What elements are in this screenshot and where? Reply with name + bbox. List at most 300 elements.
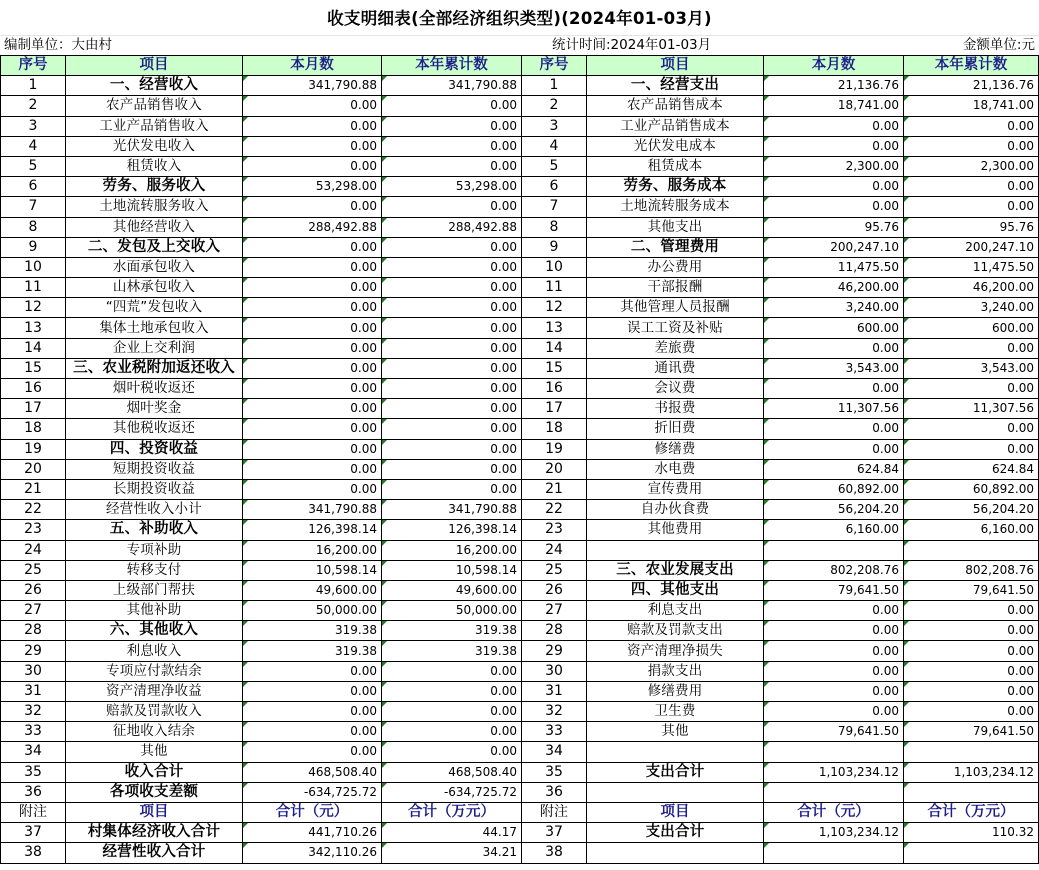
left-item-cell[interactable]: 劳务、服务收入 — [66, 177, 243, 197]
left-seq-cell[interactable]: 14 — [1, 338, 66, 358]
right-seq-cell[interactable]: 9 — [522, 237, 587, 257]
left-month-cell[interactable]: 10,598.14 — [243, 560, 382, 580]
left-ytd-cell[interactable]: 0.00 — [382, 278, 522, 298]
right-item-cell[interactable]: 办公费用 — [587, 257, 764, 277]
right-ytd-cell[interactable]: 0.00 — [904, 661, 1039, 681]
right-month-cell[interactable]: 11,307.56 — [764, 399, 904, 419]
right-month-cell[interactable]: 95.76 — [764, 217, 904, 237]
left-month-cell[interactable]: 0.00 — [243, 197, 382, 217]
right-seq-cell[interactable]: 7 — [522, 197, 587, 217]
left-item-cell[interactable]: 其他补助 — [66, 601, 243, 621]
footer-column-header[interactable]: 项目 — [587, 802, 764, 822]
right-month-cell[interactable]: 3,543.00 — [764, 358, 904, 378]
right-item-cell[interactable]: 误工工资及补贴 — [587, 318, 764, 338]
right-item-cell[interactable]: 其他费用 — [587, 520, 764, 540]
left-ytd-cell[interactable]: 16,200.00 — [382, 540, 522, 560]
left-item-cell[interactable]: 土地流转服务收入 — [66, 197, 243, 217]
left-item-cell[interactable]: 经营性收入合计 — [66, 843, 243, 863]
right-item-cell[interactable] — [587, 843, 764, 863]
right-month-cell[interactable]: 3,240.00 — [764, 298, 904, 318]
right-item-cell[interactable]: 农产品销售成本 — [587, 96, 764, 116]
right-item-cell[interactable]: 工业产品销售成本 — [587, 116, 764, 136]
right-ytd-cell[interactable]: 2,300.00 — [904, 156, 1039, 176]
column-header[interactable]: 本月数 — [764, 56, 904, 76]
left-month-cell[interactable]: 0.00 — [243, 136, 382, 156]
left-item-cell[interactable]: 专项补助 — [66, 540, 243, 560]
left-seq-cell[interactable]: 9 — [1, 237, 66, 257]
left-item-cell[interactable]: 二、发包及上交收入 — [66, 237, 243, 257]
right-ytd-cell[interactable]: 0.00 — [904, 702, 1039, 722]
left-item-cell[interactable]: 四、投资收益 — [66, 439, 243, 459]
right-month-cell[interactable]: 0.00 — [764, 439, 904, 459]
right-ytd-cell[interactable]: 11,475.50 — [904, 257, 1039, 277]
left-month-cell[interactable]: 0.00 — [243, 237, 382, 257]
left-month-cell[interactable]: 16,200.00 — [243, 540, 382, 560]
left-item-cell[interactable]: 征地收入结余 — [66, 722, 243, 742]
right-item-cell[interactable]: 一、经营支出 — [587, 76, 764, 96]
right-month-cell[interactable]: 79,641.50 — [764, 580, 904, 600]
footer-column-header[interactable]: 合计（元） — [243, 802, 382, 822]
right-month-cell[interactable]: 0.00 — [764, 621, 904, 641]
left-month-cell[interactable]: 50,000.00 — [243, 601, 382, 621]
right-item-cell[interactable]: 赔款及罚款支出 — [587, 621, 764, 641]
right-ytd-cell[interactable]: 21,136.76 — [904, 76, 1039, 96]
right-seq-cell[interactable]: 22 — [522, 500, 587, 520]
left-seq-cell[interactable]: 17 — [1, 399, 66, 419]
right-ytd-cell[interactable]: 1,103,234.12 — [904, 762, 1039, 782]
left-month-cell[interactable]: 0.00 — [243, 379, 382, 399]
left-item-cell[interactable]: 经营性收入小计 — [66, 500, 243, 520]
left-item-cell[interactable]: 企业上交利润 — [66, 338, 243, 358]
left-ytd-cell[interactable]: 0.00 — [382, 742, 522, 762]
left-month-cell[interactable]: 0.00 — [243, 96, 382, 116]
right-month-cell[interactable]: 0.00 — [764, 641, 904, 661]
left-ytd-cell[interactable]: 341,790.88 — [382, 76, 522, 96]
right-item-cell[interactable]: 其他支出 — [587, 217, 764, 237]
right-seq-cell[interactable]: 12 — [522, 298, 587, 318]
left-item-cell[interactable]: 一、经营收入 — [66, 76, 243, 96]
left-item-cell[interactable]: 转移支付 — [66, 560, 243, 580]
right-seq-cell[interactable]: 8 — [522, 217, 587, 237]
right-ytd-cell[interactable]: 0.00 — [904, 177, 1039, 197]
left-seq-cell[interactable]: 12 — [1, 298, 66, 318]
right-ytd-cell[interactable]: 79,641.50 — [904, 722, 1039, 742]
right-ytd-cell[interactable]: 3,240.00 — [904, 298, 1039, 318]
right-seq-cell[interactable]: 13 — [522, 318, 587, 338]
left-ytd-cell[interactable]: 0.00 — [382, 479, 522, 499]
right-item-cell[interactable]: 宣传费用 — [587, 479, 764, 499]
right-seq-cell[interactable]: 28 — [522, 621, 587, 641]
left-item-cell[interactable]: 三、农业税附加返还收入 — [66, 358, 243, 378]
right-ytd-cell[interactable]: 56,204.20 — [904, 500, 1039, 520]
left-month-cell[interactable]: 0.00 — [243, 358, 382, 378]
left-seq-cell[interactable]: 18 — [1, 419, 66, 439]
left-item-cell[interactable]: 专项应付款结余 — [66, 661, 243, 681]
right-ytd-cell[interactable]: 0.00 — [904, 116, 1039, 136]
left-ytd-cell[interactable]: 0.00 — [382, 338, 522, 358]
right-item-cell[interactable]: 光伏发电成本 — [587, 136, 764, 156]
right-item-cell[interactable]: 卫生费 — [587, 702, 764, 722]
left-ytd-cell[interactable]: 0.00 — [382, 722, 522, 742]
left-month-cell[interactable]: 0.00 — [243, 338, 382, 358]
left-ytd-cell[interactable]: 288,492.88 — [382, 217, 522, 237]
left-ytd-cell[interactable]: 0.00 — [382, 298, 522, 318]
right-ytd-cell[interactable] — [904, 782, 1039, 802]
left-ytd-cell[interactable]: 0.00 — [382, 439, 522, 459]
left-seq-cell[interactable]: 28 — [1, 621, 66, 641]
right-month-cell[interactable]: 1,103,234.12 — [764, 823, 904, 843]
right-seq-cell[interactable]: 23 — [522, 520, 587, 540]
left-ytd-cell[interactable]: 0.00 — [382, 419, 522, 439]
right-month-cell[interactable]: 0.00 — [764, 419, 904, 439]
right-item-cell[interactable]: 三、农业发展支出 — [587, 560, 764, 580]
right-seq-cell[interactable]: 37 — [522, 823, 587, 843]
right-item-cell[interactable]: 其他 — [587, 722, 764, 742]
left-seq-cell[interactable]: 33 — [1, 722, 66, 742]
left-item-cell[interactable]: 资产清理净收益 — [66, 681, 243, 701]
right-month-cell[interactable]: 6,160.00 — [764, 520, 904, 540]
left-item-cell[interactable]: 五、补助收入 — [66, 520, 243, 540]
left-item-cell[interactable]: 上级部门帮扶 — [66, 580, 243, 600]
column-header[interactable]: 本年累计数 — [904, 56, 1039, 76]
left-ytd-cell[interactable]: 0.00 — [382, 237, 522, 257]
right-seq-cell[interactable]: 14 — [522, 338, 587, 358]
left-ytd-cell[interactable]: 0.00 — [382, 116, 522, 136]
right-month-cell[interactable]: 0.00 — [764, 197, 904, 217]
right-item-cell[interactable]: 劳务、服务成本 — [587, 177, 764, 197]
left-seq-cell[interactable]: 1 — [1, 76, 66, 96]
right-seq-cell[interactable]: 30 — [522, 661, 587, 681]
right-month-cell[interactable]: 18,741.00 — [764, 96, 904, 116]
left-ytd-cell[interactable]: 50,000.00 — [382, 601, 522, 621]
right-item-cell[interactable]: 捐款支出 — [587, 661, 764, 681]
left-item-cell[interactable]: 短期投资收益 — [66, 459, 243, 479]
right-ytd-cell[interactable]: 6,160.00 — [904, 520, 1039, 540]
left-seq-cell[interactable]: 21 — [1, 479, 66, 499]
footer-column-header[interactable]: 合计（万元） — [382, 802, 522, 822]
left-month-cell[interactable]: 0.00 — [243, 419, 382, 439]
left-seq-cell[interactable]: 5 — [1, 156, 66, 176]
right-seq-cell[interactable]: 15 — [522, 358, 587, 378]
right-ytd-cell[interactable]: 0.00 — [904, 601, 1039, 621]
left-ytd-cell[interactable]: 0.00 — [382, 379, 522, 399]
left-seq-cell[interactable]: 25 — [1, 560, 66, 580]
left-item-cell[interactable]: 村集体经济收入合计 — [66, 823, 243, 843]
left-ytd-cell[interactable]: 53,298.00 — [382, 177, 522, 197]
left-ytd-cell[interactable]: 0.00 — [382, 661, 522, 681]
right-ytd-cell[interactable]: 110.32 — [904, 823, 1039, 843]
left-seq-cell[interactable]: 7 — [1, 197, 66, 217]
left-month-cell[interactable]: 0.00 — [243, 742, 382, 762]
left-ytd-cell[interactable]: 0.00 — [382, 702, 522, 722]
right-ytd-cell[interactable]: 79,641.50 — [904, 580, 1039, 600]
right-month-cell[interactable]: 0.00 — [764, 177, 904, 197]
right-item-cell[interactable]: 利息支出 — [587, 601, 764, 621]
right-item-cell[interactable]: 干部报酬 — [587, 278, 764, 298]
left-ytd-cell[interactable]: 49,600.00 — [382, 580, 522, 600]
right-ytd-cell[interactable]: 0.00 — [904, 419, 1039, 439]
right-seq-cell[interactable]: 11 — [522, 278, 587, 298]
left-item-cell[interactable]: 其他 — [66, 742, 243, 762]
column-header[interactable]: 项目 — [587, 56, 764, 76]
left-month-cell[interactable]: 0.00 — [243, 681, 382, 701]
left-item-cell[interactable]: 工业产品销售收入 — [66, 116, 243, 136]
left-month-cell[interactable]: 0.00 — [243, 318, 382, 338]
right-seq-cell[interactable]: 35 — [522, 762, 587, 782]
right-month-cell[interactable]: 0.00 — [764, 338, 904, 358]
left-seq-cell[interactable]: 20 — [1, 459, 66, 479]
left-ytd-cell[interactable]: 0.00 — [382, 96, 522, 116]
right-ytd-cell[interactable]: 3,543.00 — [904, 358, 1039, 378]
left-item-cell[interactable]: 其他经营收入 — [66, 217, 243, 237]
right-seq-cell[interactable]: 16 — [522, 379, 587, 399]
left-month-cell[interactable]: 319.38 — [243, 641, 382, 661]
right-seq-cell[interactable]: 34 — [522, 742, 587, 762]
left-month-cell[interactable]: 0.00 — [243, 439, 382, 459]
right-ytd-cell[interactable] — [904, 540, 1039, 560]
left-seq-cell[interactable]: 3 — [1, 116, 66, 136]
right-month-cell[interactable]: 46,200.00 — [764, 278, 904, 298]
right-month-cell[interactable]: 60,892.00 — [764, 479, 904, 499]
right-seq-cell[interactable]: 18 — [522, 419, 587, 439]
left-ytd-cell[interactable]: 0.00 — [382, 136, 522, 156]
left-month-cell[interactable]: 0.00 — [243, 661, 382, 681]
right-month-cell[interactable]: 56,204.20 — [764, 500, 904, 520]
left-ytd-cell[interactable]: 10,598.14 — [382, 560, 522, 580]
left-month-cell[interactable]: 441,710.26 — [243, 823, 382, 843]
left-month-cell[interactable]: 0.00 — [243, 298, 382, 318]
right-month-cell[interactable]: 0.00 — [764, 601, 904, 621]
left-item-cell[interactable]: 农产品销售收入 — [66, 96, 243, 116]
left-seq-cell[interactable]: 10 — [1, 257, 66, 277]
left-seq-cell[interactable]: 30 — [1, 661, 66, 681]
right-item-cell[interactable]: 支出合计 — [587, 823, 764, 843]
left-ytd-cell[interactable]: 44.17 — [382, 823, 522, 843]
right-ytd-cell[interactable]: 624.84 — [904, 459, 1039, 479]
left-ytd-cell[interactable]: 0.00 — [382, 318, 522, 338]
right-seq-cell[interactable]: 31 — [522, 681, 587, 701]
left-ytd-cell[interactable]: 0.00 — [382, 156, 522, 176]
right-ytd-cell[interactable]: 0.00 — [904, 641, 1039, 661]
right-month-cell[interactable]: 0.00 — [764, 136, 904, 156]
right-seq-cell[interactable]: 5 — [522, 156, 587, 176]
right-seq-cell[interactable]: 4 — [522, 136, 587, 156]
right-ytd-cell[interactable]: 0.00 — [904, 136, 1039, 156]
right-seq-cell[interactable]: 32 — [522, 702, 587, 722]
left-month-cell[interactable]: 288,492.88 — [243, 217, 382, 237]
left-ytd-cell[interactable]: 0.00 — [382, 459, 522, 479]
left-seq-cell[interactable]: 16 — [1, 379, 66, 399]
left-seq-cell[interactable]: 31 — [1, 681, 66, 701]
right-month-cell[interactable]: 0.00 — [764, 116, 904, 136]
right-item-cell[interactable]: 折旧费 — [587, 419, 764, 439]
right-seq-cell[interactable]: 26 — [522, 580, 587, 600]
right-ytd-cell[interactable]: 0.00 — [904, 621, 1039, 641]
right-seq-cell[interactable]: 27 — [522, 601, 587, 621]
left-month-cell[interactable]: 0.00 — [243, 257, 382, 277]
right-ytd-cell[interactable]: 95.76 — [904, 217, 1039, 237]
left-seq-cell[interactable]: 24 — [1, 540, 66, 560]
right-seq-cell[interactable]: 29 — [522, 641, 587, 661]
left-month-cell[interactable]: 0.00 — [243, 116, 382, 136]
right-month-cell[interactable] — [764, 782, 904, 802]
right-month-cell[interactable]: 1,103,234.12 — [764, 762, 904, 782]
right-month-cell[interactable]: 11,475.50 — [764, 257, 904, 277]
right-ytd-cell[interactable]: 0.00 — [904, 338, 1039, 358]
right-seq-cell[interactable]: 21 — [522, 479, 587, 499]
column-header[interactable]: 本年累计数 — [382, 56, 522, 76]
left-month-cell[interactable]: 341,790.88 — [243, 76, 382, 96]
right-month-cell[interactable]: 21,136.76 — [764, 76, 904, 96]
right-month-cell[interactable]: 79,641.50 — [764, 722, 904, 742]
left-month-cell[interactable]: 0.00 — [243, 459, 382, 479]
left-item-cell[interactable]: 烟叶税收返还 — [66, 379, 243, 399]
right-month-cell[interactable] — [764, 843, 904, 863]
left-item-cell[interactable]: 山林承包收入 — [66, 278, 243, 298]
right-item-cell[interactable]: 四、其他支出 — [587, 580, 764, 600]
right-seq-cell[interactable]: 1 — [522, 76, 587, 96]
right-seq-cell[interactable]: 10 — [522, 257, 587, 277]
left-item-cell[interactable]: 利息收入 — [66, 641, 243, 661]
left-month-cell[interactable]: 0.00 — [243, 278, 382, 298]
left-ytd-cell[interactable]: 341,790.88 — [382, 500, 522, 520]
left-item-cell[interactable]: 集体土地承包收入 — [66, 318, 243, 338]
column-header[interactable]: 本月数 — [243, 56, 382, 76]
left-item-cell[interactable]: 六、其他收入 — [66, 621, 243, 641]
left-month-cell[interactable]: 0.00 — [243, 479, 382, 499]
left-seq-cell[interactable]: 13 — [1, 318, 66, 338]
left-seq-cell[interactable]: 36 — [1, 782, 66, 802]
right-seq-cell[interactable]: 20 — [522, 459, 587, 479]
left-item-cell[interactable]: 赔款及罚款收入 — [66, 702, 243, 722]
left-seq-cell[interactable]: 35 — [1, 762, 66, 782]
right-month-cell[interactable] — [764, 742, 904, 762]
left-ytd-cell[interactable]: 0.00 — [382, 197, 522, 217]
left-item-cell[interactable]: “四荒”发包收入 — [66, 298, 243, 318]
left-month-cell[interactable]: 319.38 — [243, 621, 382, 641]
right-ytd-cell[interactable] — [904, 843, 1039, 863]
left-item-cell[interactable]: 光伏发电收入 — [66, 136, 243, 156]
left-ytd-cell[interactable]: 126,398.14 — [382, 520, 522, 540]
right-ytd-cell[interactable] — [904, 742, 1039, 762]
left-item-cell[interactable]: 水面承包收入 — [66, 257, 243, 277]
right-month-cell[interactable]: 0.00 — [764, 681, 904, 701]
right-ytd-cell[interactable]: 0.00 — [904, 681, 1039, 701]
right-item-cell[interactable] — [587, 742, 764, 762]
right-item-cell[interactable]: 租赁成本 — [587, 156, 764, 176]
right-ytd-cell[interactable]: 0.00 — [904, 379, 1039, 399]
right-seq-cell[interactable]: 2 — [522, 96, 587, 116]
left-seq-cell[interactable]: 29 — [1, 641, 66, 661]
footer-column-header[interactable]: 项目 — [66, 802, 243, 822]
right-month-cell[interactable]: 0.00 — [764, 379, 904, 399]
left-item-cell[interactable]: 其他税收返还 — [66, 419, 243, 439]
left-month-cell[interactable]: 49,600.00 — [243, 580, 382, 600]
left-item-cell[interactable]: 各项收支差额 — [66, 782, 243, 802]
right-ytd-cell[interactable]: 11,307.56 — [904, 399, 1039, 419]
column-header[interactable]: 序号 — [1, 56, 66, 76]
right-seq-cell[interactable]: 38 — [522, 843, 587, 863]
left-seq-cell[interactable]: 15 — [1, 358, 66, 378]
right-item-cell[interactable]: 通讯费 — [587, 358, 764, 378]
footer-column-header[interactable]: 附注 — [522, 802, 587, 822]
right-item-cell[interactable]: 会议费 — [587, 379, 764, 399]
column-header[interactable]: 项目 — [66, 56, 243, 76]
left-month-cell[interactable]: 0.00 — [243, 399, 382, 419]
left-ytd-cell[interactable]: -634,725.72 — [382, 782, 522, 802]
right-item-cell[interactable]: 支出合计 — [587, 762, 764, 782]
left-seq-cell[interactable]: 22 — [1, 500, 66, 520]
right-seq-cell[interactable]: 25 — [522, 560, 587, 580]
left-month-cell[interactable]: -634,725.72 — [243, 782, 382, 802]
left-seq-cell[interactable]: 4 — [1, 136, 66, 156]
right-ytd-cell[interactable]: 200,247.10 — [904, 237, 1039, 257]
right-month-cell[interactable]: 624.84 — [764, 459, 904, 479]
left-month-cell[interactable]: 342,110.26 — [243, 843, 382, 863]
left-ytd-cell[interactable]: 319.38 — [382, 621, 522, 641]
right-ytd-cell[interactable]: 0.00 — [904, 197, 1039, 217]
right-month-cell[interactable]: 0.00 — [764, 661, 904, 681]
right-month-cell[interactable]: 600.00 — [764, 318, 904, 338]
left-ytd-cell[interactable]: 34.21 — [382, 843, 522, 863]
right-item-cell[interactable]: 差旅费 — [587, 338, 764, 358]
left-seq-cell[interactable]: 11 — [1, 278, 66, 298]
left-ytd-cell[interactable]: 0.00 — [382, 681, 522, 701]
right-seq-cell[interactable]: 17 — [522, 399, 587, 419]
left-item-cell[interactable]: 收入合计 — [66, 762, 243, 782]
right-seq-cell[interactable]: 33 — [522, 722, 587, 742]
right-ytd-cell[interactable]: 600.00 — [904, 318, 1039, 338]
column-header[interactable]: 序号 — [522, 56, 587, 76]
right-item-cell[interactable]: 自办伙食费 — [587, 500, 764, 520]
left-ytd-cell[interactable]: 0.00 — [382, 257, 522, 277]
right-ytd-cell[interactable]: 60,892.00 — [904, 479, 1039, 499]
left-month-cell[interactable]: 0.00 — [243, 156, 382, 176]
left-seq-cell[interactable]: 6 — [1, 177, 66, 197]
left-item-cell[interactable]: 烟叶奖金 — [66, 399, 243, 419]
right-seq-cell[interactable]: 3 — [522, 116, 587, 136]
left-ytd-cell[interactable]: 319.38 — [382, 641, 522, 661]
left-month-cell[interactable]: 53,298.00 — [243, 177, 382, 197]
right-item-cell[interactable]: 土地流转服务成本 — [587, 197, 764, 217]
right-ytd-cell[interactable]: 0.00 — [904, 439, 1039, 459]
left-item-cell[interactable]: 长期投资收益 — [66, 479, 243, 499]
right-item-cell[interactable]: 书报费 — [587, 399, 764, 419]
left-ytd-cell[interactable]: 468,508.40 — [382, 762, 522, 782]
left-seq-cell[interactable]: 8 — [1, 217, 66, 237]
left-ytd-cell[interactable]: 0.00 — [382, 358, 522, 378]
right-month-cell[interactable]: 0.00 — [764, 702, 904, 722]
right-item-cell[interactable]: 修缮费 — [587, 439, 764, 459]
footer-column-header[interactable]: 合计（万元） — [904, 802, 1039, 822]
left-month-cell[interactable]: 0.00 — [243, 722, 382, 742]
left-seq-cell[interactable]: 19 — [1, 439, 66, 459]
left-seq-cell[interactable]: 27 — [1, 601, 66, 621]
left-ytd-cell[interactable]: 0.00 — [382, 399, 522, 419]
right-month-cell[interactable]: 2,300.00 — [764, 156, 904, 176]
right-month-cell[interactable]: 200,247.10 — [764, 237, 904, 257]
left-month-cell[interactable]: 0.00 — [243, 702, 382, 722]
right-item-cell[interactable] — [587, 782, 764, 802]
left-seq-cell[interactable]: 34 — [1, 742, 66, 762]
left-item-cell[interactable]: 租赁收入 — [66, 156, 243, 176]
right-item-cell[interactable]: 修缮费用 — [587, 681, 764, 701]
footer-column-header[interactable]: 附注 — [1, 802, 66, 822]
left-seq-cell[interactable]: 37 — [1, 823, 66, 843]
left-month-cell[interactable]: 341,790.88 — [243, 500, 382, 520]
left-seq-cell[interactable]: 38 — [1, 843, 66, 863]
right-item-cell[interactable]: 二、管理费用 — [587, 237, 764, 257]
